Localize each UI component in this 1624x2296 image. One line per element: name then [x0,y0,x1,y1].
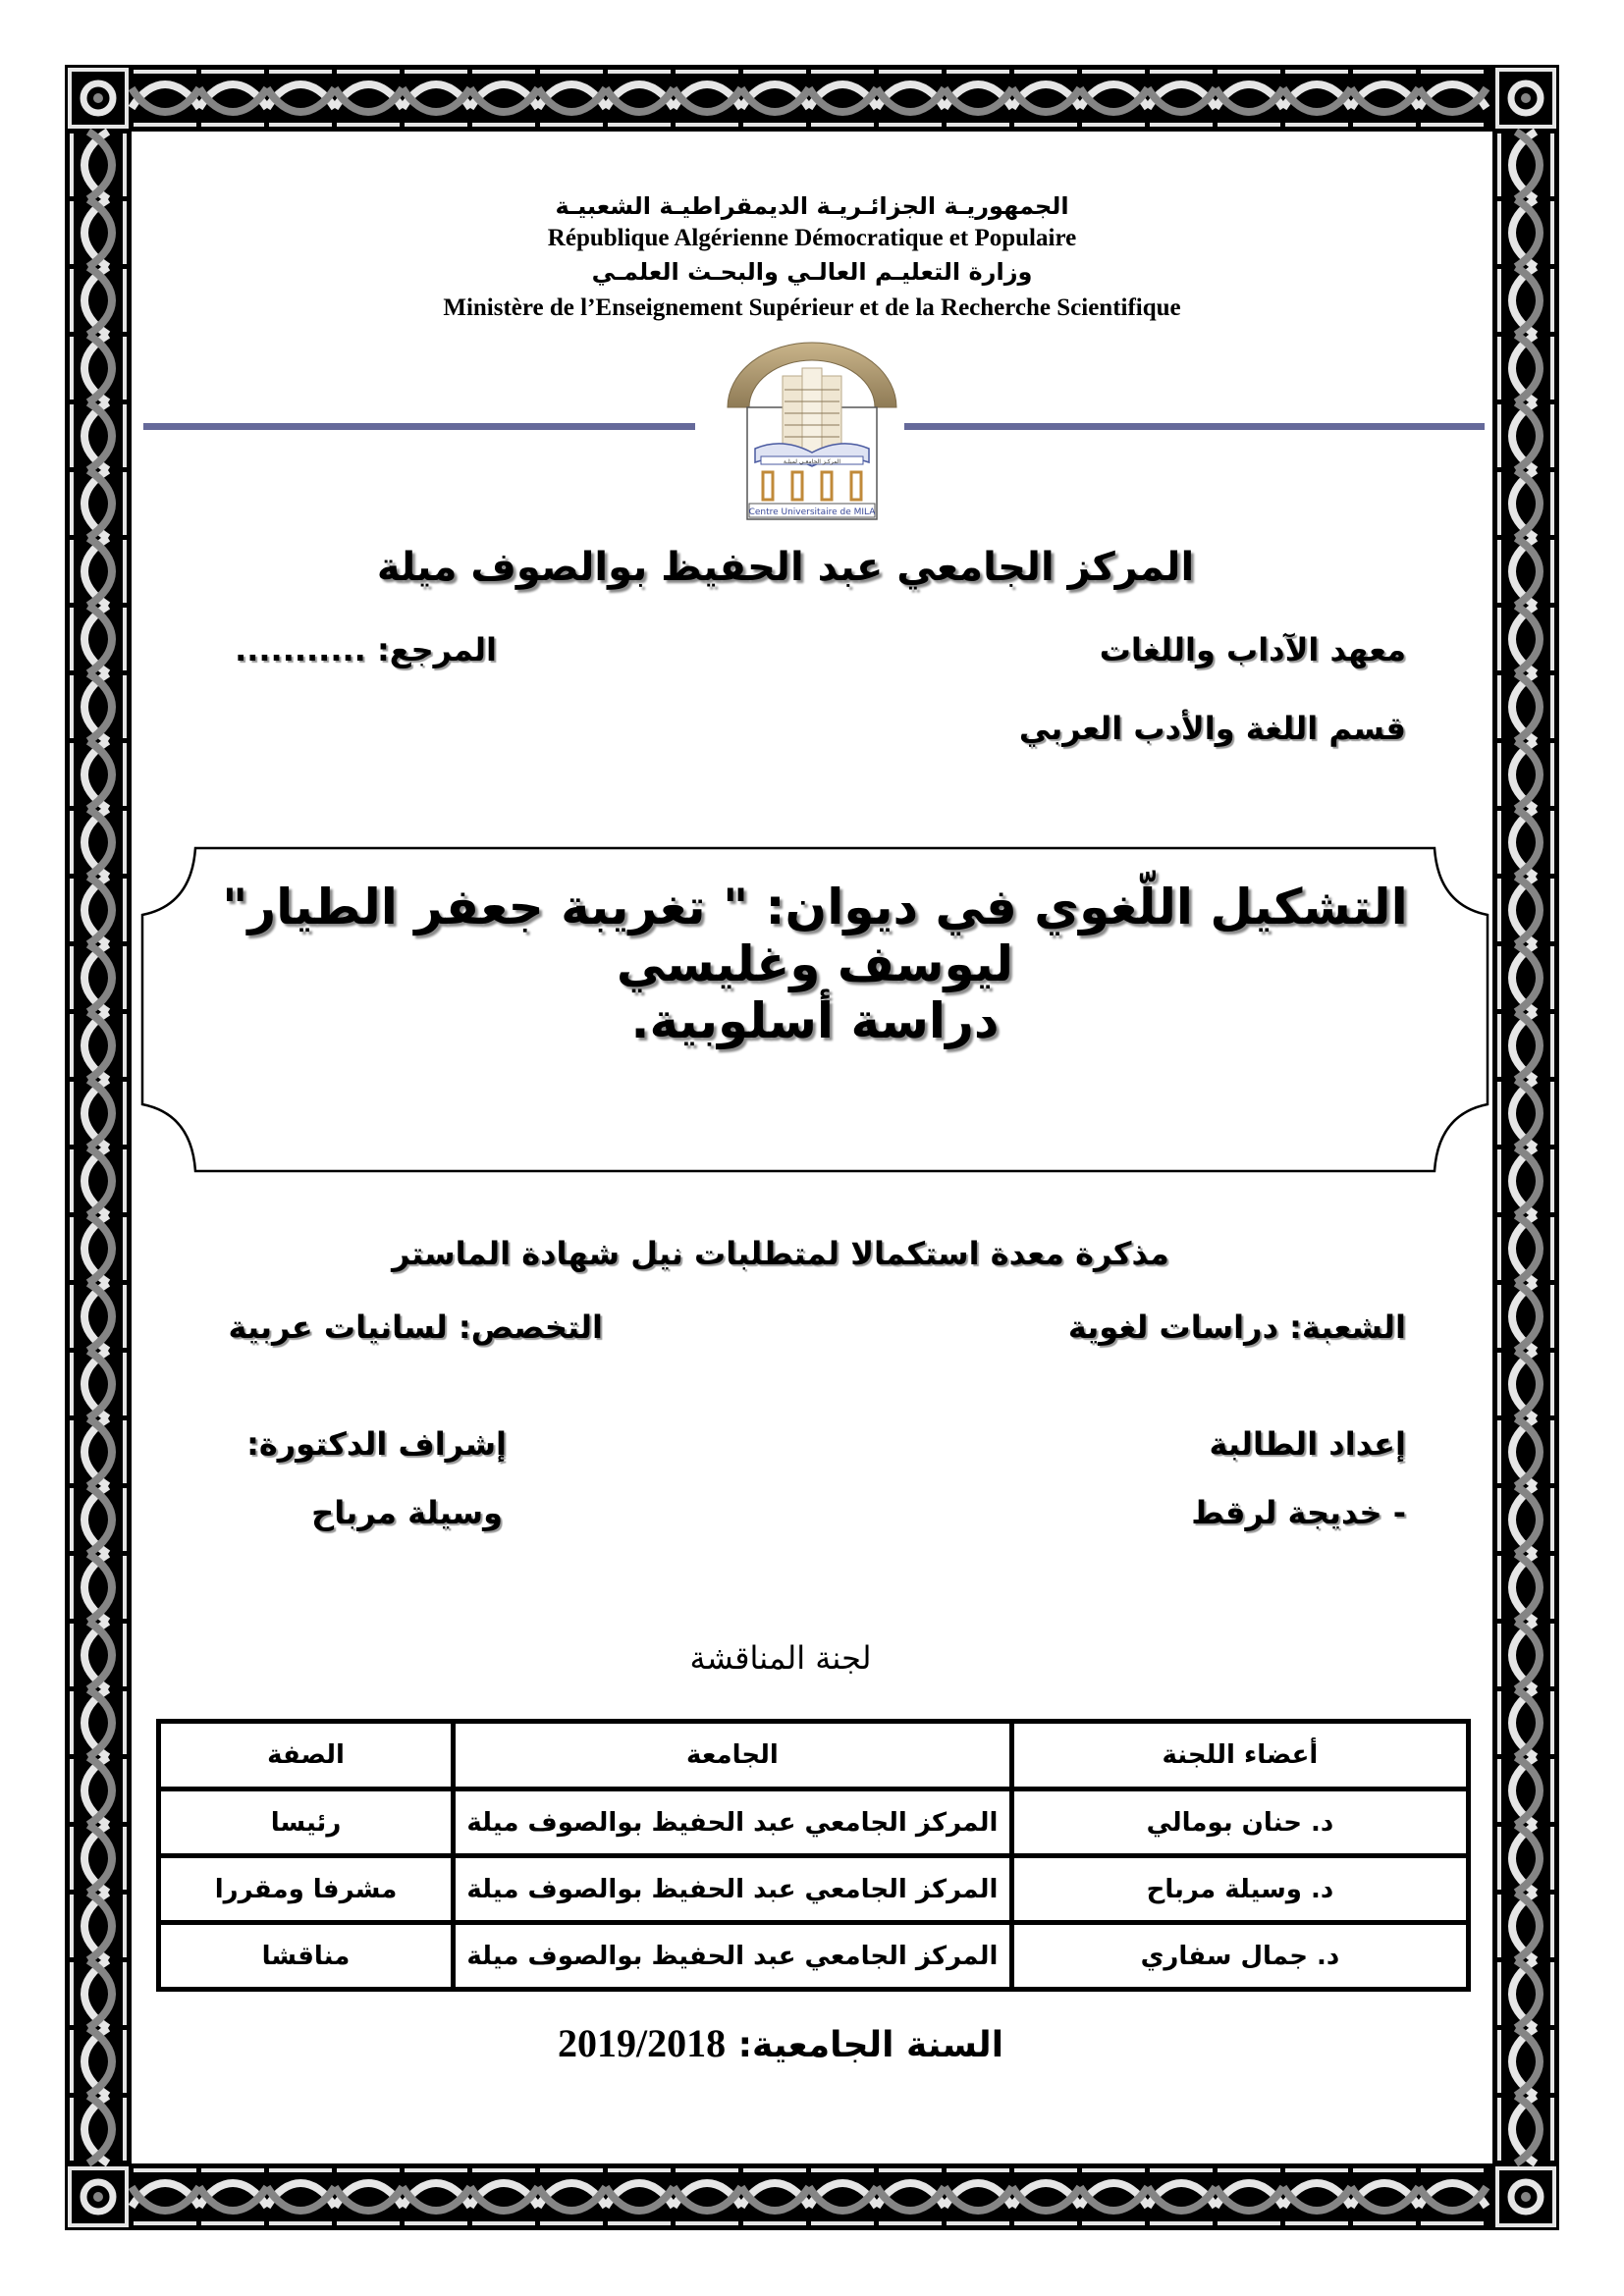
border-stripe [879,123,942,127]
border-stripe [123,201,127,264]
border-stripe [123,1962,127,2025]
border-stripe [269,2168,332,2172]
border-stripe [70,1691,74,1754]
header-rule-right [904,423,1485,430]
border-stripe [1014,70,1077,74]
border-stripe [1550,472,1554,535]
header-role: الصفة [159,1722,454,1789]
border-stripe [123,1420,127,1483]
border-stripe [70,1217,74,1280]
border-stripe [743,70,806,74]
border-stripe [123,472,127,535]
border-stripe [405,2168,467,2172]
border-stripe [947,2221,1009,2225]
memo-statement: مذكرة معدة استكمالا لمتطلبات نيل شهادة الماستر [392,1235,1169,1272]
border-stripe [134,70,196,74]
border-stripe [134,123,196,127]
border-stripe [70,811,74,874]
border-stripe [1550,743,1554,806]
border-stripe [123,337,127,400]
border-stripe [472,70,535,74]
border-stripe [1497,946,1501,1009]
border-stripe [1497,269,1501,332]
border-stripe [1421,2168,1484,2172]
border-stripe [1550,1962,1554,2025]
member-university: المركز الجامعي عبد الحفيظ بوالصوف ميلة [454,1789,1012,1856]
border-stripe [540,70,603,74]
border-stripe [1497,1149,1501,1212]
border-stripe [1082,70,1145,74]
border-stripe [70,946,74,1009]
border-stripe [1550,269,1554,332]
border-stripe [70,1420,74,1483]
border-stripe [811,123,874,127]
border-stripe [70,269,74,332]
border-stripe [70,1759,74,1822]
border-stripe [811,2221,874,2225]
border-stripe [123,2030,127,2093]
reference-field: المرجع: ........... [235,631,497,668]
thesis-title-line2: دراسة أسلوبية. [630,992,1000,1049]
border-stripe [947,70,1009,74]
border-stripe [1218,2221,1280,2225]
border-stripe [337,123,400,127]
border-stripe [811,70,874,74]
border-stripe [123,1691,127,1754]
border-stripe [1497,1827,1501,1890]
border-stripe [1082,123,1145,127]
member-name: د. حنان بومالي [1011,1789,1468,1856]
border-stripe [405,123,467,127]
border-stripe [608,123,671,127]
border-stripe [1285,123,1348,127]
border-stripe [1550,879,1554,941]
logo-graphic [722,339,902,523]
border-stripe [472,2168,535,2172]
thesis-title-line1: التشكيل اللّغوي في ديوان: " تغريبة جعفر الطيار" ليوسف وغليسي [222,879,1408,992]
border-stripe [70,1082,74,1145]
border-stripe [70,1149,74,1212]
border-stripe [1550,1149,1554,1212]
table-row [159,1856,1469,1923]
student-name: - خديجة لرقط [1191,1494,1406,1531]
border-stripe [1285,70,1348,74]
department-name: قسم اللغة والأدب العربي [1018,710,1406,747]
border-stripe [1497,133,1501,196]
logo-arabic-caption: المركـز الجامعـي لميلـة [783,458,841,465]
border-stripe [676,70,738,74]
border-stripe [1353,70,1416,74]
border-stripe [1550,2098,1554,2161]
border-stripe [1014,2221,1077,2225]
border-stripe [123,1556,127,1619]
border-stripe [123,1624,127,1686]
border-stripe [1497,1217,1501,1280]
border-stripe [123,743,127,806]
border-stripe [70,1895,74,1957]
logo-french-caption: Centre Universitaire de MILA [748,507,876,517]
border-stripe [70,201,74,264]
border-stripe [1497,404,1501,467]
border-stripe [1497,1556,1501,1619]
border-stripe [123,404,127,467]
ministry-name-arabic: وزارة التعليـم العالـي والبحـث العلمـي [591,258,1033,286]
member-role: مشرفا ومقررا [159,1856,454,1923]
border-stripe [1421,123,1484,127]
border-stripe [70,472,74,535]
border-stripe [70,1488,74,1551]
border-stripe [269,123,332,127]
border-stripe [1550,1420,1554,1483]
border-stripe [1550,1014,1554,1077]
border-stripe [1550,1895,1554,1957]
border-stripe [70,133,74,196]
border-stripe [70,608,74,670]
border-stripe [1497,1285,1501,1348]
border-stripe [123,1353,127,1415]
border-stripe [123,540,127,603]
border-stripe [70,743,74,806]
border-stripe [1497,1353,1501,1415]
border-stripe [1218,70,1280,74]
border-stripe [70,1962,74,2025]
border-stripe [1550,1624,1554,1686]
member-university: المركز الجامعي عبد الحفيظ بوالصوف ميلة [454,1923,1012,1990]
university-name: المركز الجامعي عبد الحفيظ بوالصوف ميلة [376,545,1195,590]
border-stripe [1550,1827,1554,1890]
prepared-by-label: إعداد الطالبة [1209,1425,1406,1463]
member-name: د. وسيلة مرباح [1011,1856,1468,1923]
border-stripe [1497,1895,1501,1957]
border-stripe [1550,946,1554,1009]
border-stripe [1497,201,1501,264]
border-stripe [123,1149,127,1212]
border-stripe [1497,337,1501,400]
border-stripe [123,811,127,874]
border-stripe [1497,1082,1501,1145]
republic-name-french: République Algérienne Démocratique et Populaire [547,225,1077,251]
border-stripe [269,70,332,74]
border-stripe [1497,540,1501,603]
border-stripe [123,879,127,941]
border-stripe [337,2221,400,2225]
table-row [159,1923,1469,1990]
border-stripe [879,70,942,74]
border-stripe [1082,2221,1145,2225]
border-stripe [743,2168,806,2172]
corner-dot [93,2192,103,2202]
border-stripe [123,608,127,670]
border-stripe [123,1217,127,1280]
border-stripe [879,2221,942,2225]
border-stripe [676,2168,738,2172]
member-role: مناقشا [159,1923,454,1990]
border-stripe [472,123,535,127]
corner-dot [93,93,103,103]
border-stripe [1550,540,1554,603]
border-stripe [123,2098,127,2161]
member-role: رئيسا [159,1789,454,1856]
border-stripe [743,2221,806,2225]
border-stripe [811,2168,874,2172]
border-stripe [1550,1353,1554,1415]
border-stripe [134,2221,196,2225]
border-stripe [70,404,74,467]
border-stripe [540,2221,603,2225]
border-stripe [337,70,400,74]
border-stripe [1421,2221,1484,2225]
committee-title: لجنة المناقشة [689,1639,872,1677]
border-stripe [1150,123,1213,127]
committee-table [156,1719,1471,1992]
border-stripe [1497,1691,1501,1754]
academic-year [196,2020,1365,2066]
corner-dot [1521,2192,1531,2202]
border-stripe [1497,1420,1501,1483]
border-stripe [70,2098,74,2161]
ministry-name-french: Ministère de l’Enseignement Supérieur et de la Recherche Scientifique [443,294,1181,321]
academic-year-label: السنة الجامعية: [737,2025,1004,2065]
border-stripe [1497,2098,1501,2161]
border-stripe [1014,2168,1077,2172]
table-row [159,1789,1469,1856]
border-stripe [1550,404,1554,467]
border-stripe [1550,1691,1554,1754]
border-stripe [608,70,671,74]
border-stripe [123,1759,127,1822]
border-stripe [123,946,127,1009]
border-stripe [1497,879,1501,941]
border-stripe [1497,608,1501,670]
border-stripe [1550,337,1554,400]
border-stripe [1497,2030,1501,2093]
border-stripe [70,1556,74,1619]
corner-dot [1521,93,1531,103]
border-stripe [70,2030,74,2093]
border-stripe [70,1014,74,1077]
border-stripe [1550,1082,1554,1145]
institute-name: معهد الآداب واللغات [1099,631,1406,668]
border-stripe [123,269,127,332]
border-stripe [123,1285,127,1348]
border-stripe [879,2168,942,2172]
border-stripe [1150,70,1213,74]
border-stripe [1497,1962,1501,2025]
border-stripe [1497,1759,1501,1822]
border-stripe [1550,1556,1554,1619]
branch-label: الشعبة: دراسات لغوية [1067,1308,1406,1346]
border-stripe [70,1827,74,1890]
university-logo [722,339,902,523]
border-stripe [123,133,127,196]
border-stripe [201,2221,264,2225]
border-stripe [70,879,74,941]
republic-name-arabic: الجمهوريـة الجزائـريـة الديمقراطيـة الشعبيـة [555,192,1069,220]
border-stripe [405,2221,467,2225]
supervisor-label: إشراف الدكتورة: [246,1425,507,1463]
border-stripe [676,2221,738,2225]
border-stripe [608,2168,671,2172]
border-stripe [1497,743,1501,806]
header-rule-left [143,423,695,430]
border-stripe [1497,1014,1501,1077]
border-stripe [269,2221,332,2225]
border-stripe [405,70,467,74]
border-stripe [1353,2168,1416,2172]
border-stripe [1550,675,1554,738]
supervisor-name: وسيلة مرباح [311,1494,503,1531]
border-stripe [1150,2221,1213,2225]
border-stripe [134,2168,196,2172]
border-stripe [1550,1217,1554,1280]
border-stripe [1550,1285,1554,1348]
border-stripe [1497,675,1501,738]
border-stripe [1353,123,1416,127]
border-stripe [123,1827,127,1890]
border-stripe [743,123,806,127]
member-name: د. جمال سفاري [1011,1923,1468,1990]
border-stripe [1497,1624,1501,1686]
academic-year-value: 2019/2018 [557,2021,727,2065]
border-stripe [947,123,1009,127]
border-stripe [1550,2030,1554,2093]
border-stripe [123,1082,127,1145]
header-members: أعضاء اللجنة [1011,1722,1468,1789]
border-stripe [201,70,264,74]
border-stripe [1550,133,1554,196]
border-stripe [1497,1488,1501,1551]
border-stripe [1550,201,1554,264]
border-stripe [201,123,264,127]
border-stripe [1218,2168,1280,2172]
border-stripe [123,675,127,738]
border-stripe [540,2168,603,2172]
border-stripe [201,2168,264,2172]
border-stripe [70,1353,74,1415]
border-stripe [1218,123,1280,127]
border-stripe [1497,811,1501,874]
header-university: الجامعة [454,1722,1012,1789]
border-stripe [1550,1488,1554,1551]
specialty-label: التخصص: لسانيات عربية [228,1308,603,1346]
border-stripe [1150,2168,1213,2172]
border-stripe [1285,2168,1348,2172]
border-stripe [1421,70,1484,74]
border-stripe [123,1895,127,1957]
border-stripe [472,2221,535,2225]
border-stripe [1550,1759,1554,1822]
border-stripe [1014,123,1077,127]
border-stripe [1497,472,1501,535]
table-header-row [159,1722,1469,1789]
thesis-title [147,879,1483,1049]
border-stripe [1285,2221,1348,2225]
border-stripe [70,1624,74,1686]
border-stripe [70,1285,74,1348]
border-stripe [540,123,603,127]
border-stripe [1550,811,1554,874]
border-stripe [1353,2221,1416,2225]
border-stripe [608,2221,671,2225]
border-stripe [676,123,738,127]
border-stripe [70,675,74,738]
border-stripe [337,2168,400,2172]
border-stripe [1082,2168,1145,2172]
border-stripe [123,1488,127,1551]
border-stripe [1550,608,1554,670]
border-stripe [947,2168,1009,2172]
border-stripe [70,540,74,603]
border-stripe [70,337,74,400]
border-stripe [123,1014,127,1077]
member-university: المركز الجامعي عبد الحفيظ بوالصوف ميلة [454,1856,1012,1923]
